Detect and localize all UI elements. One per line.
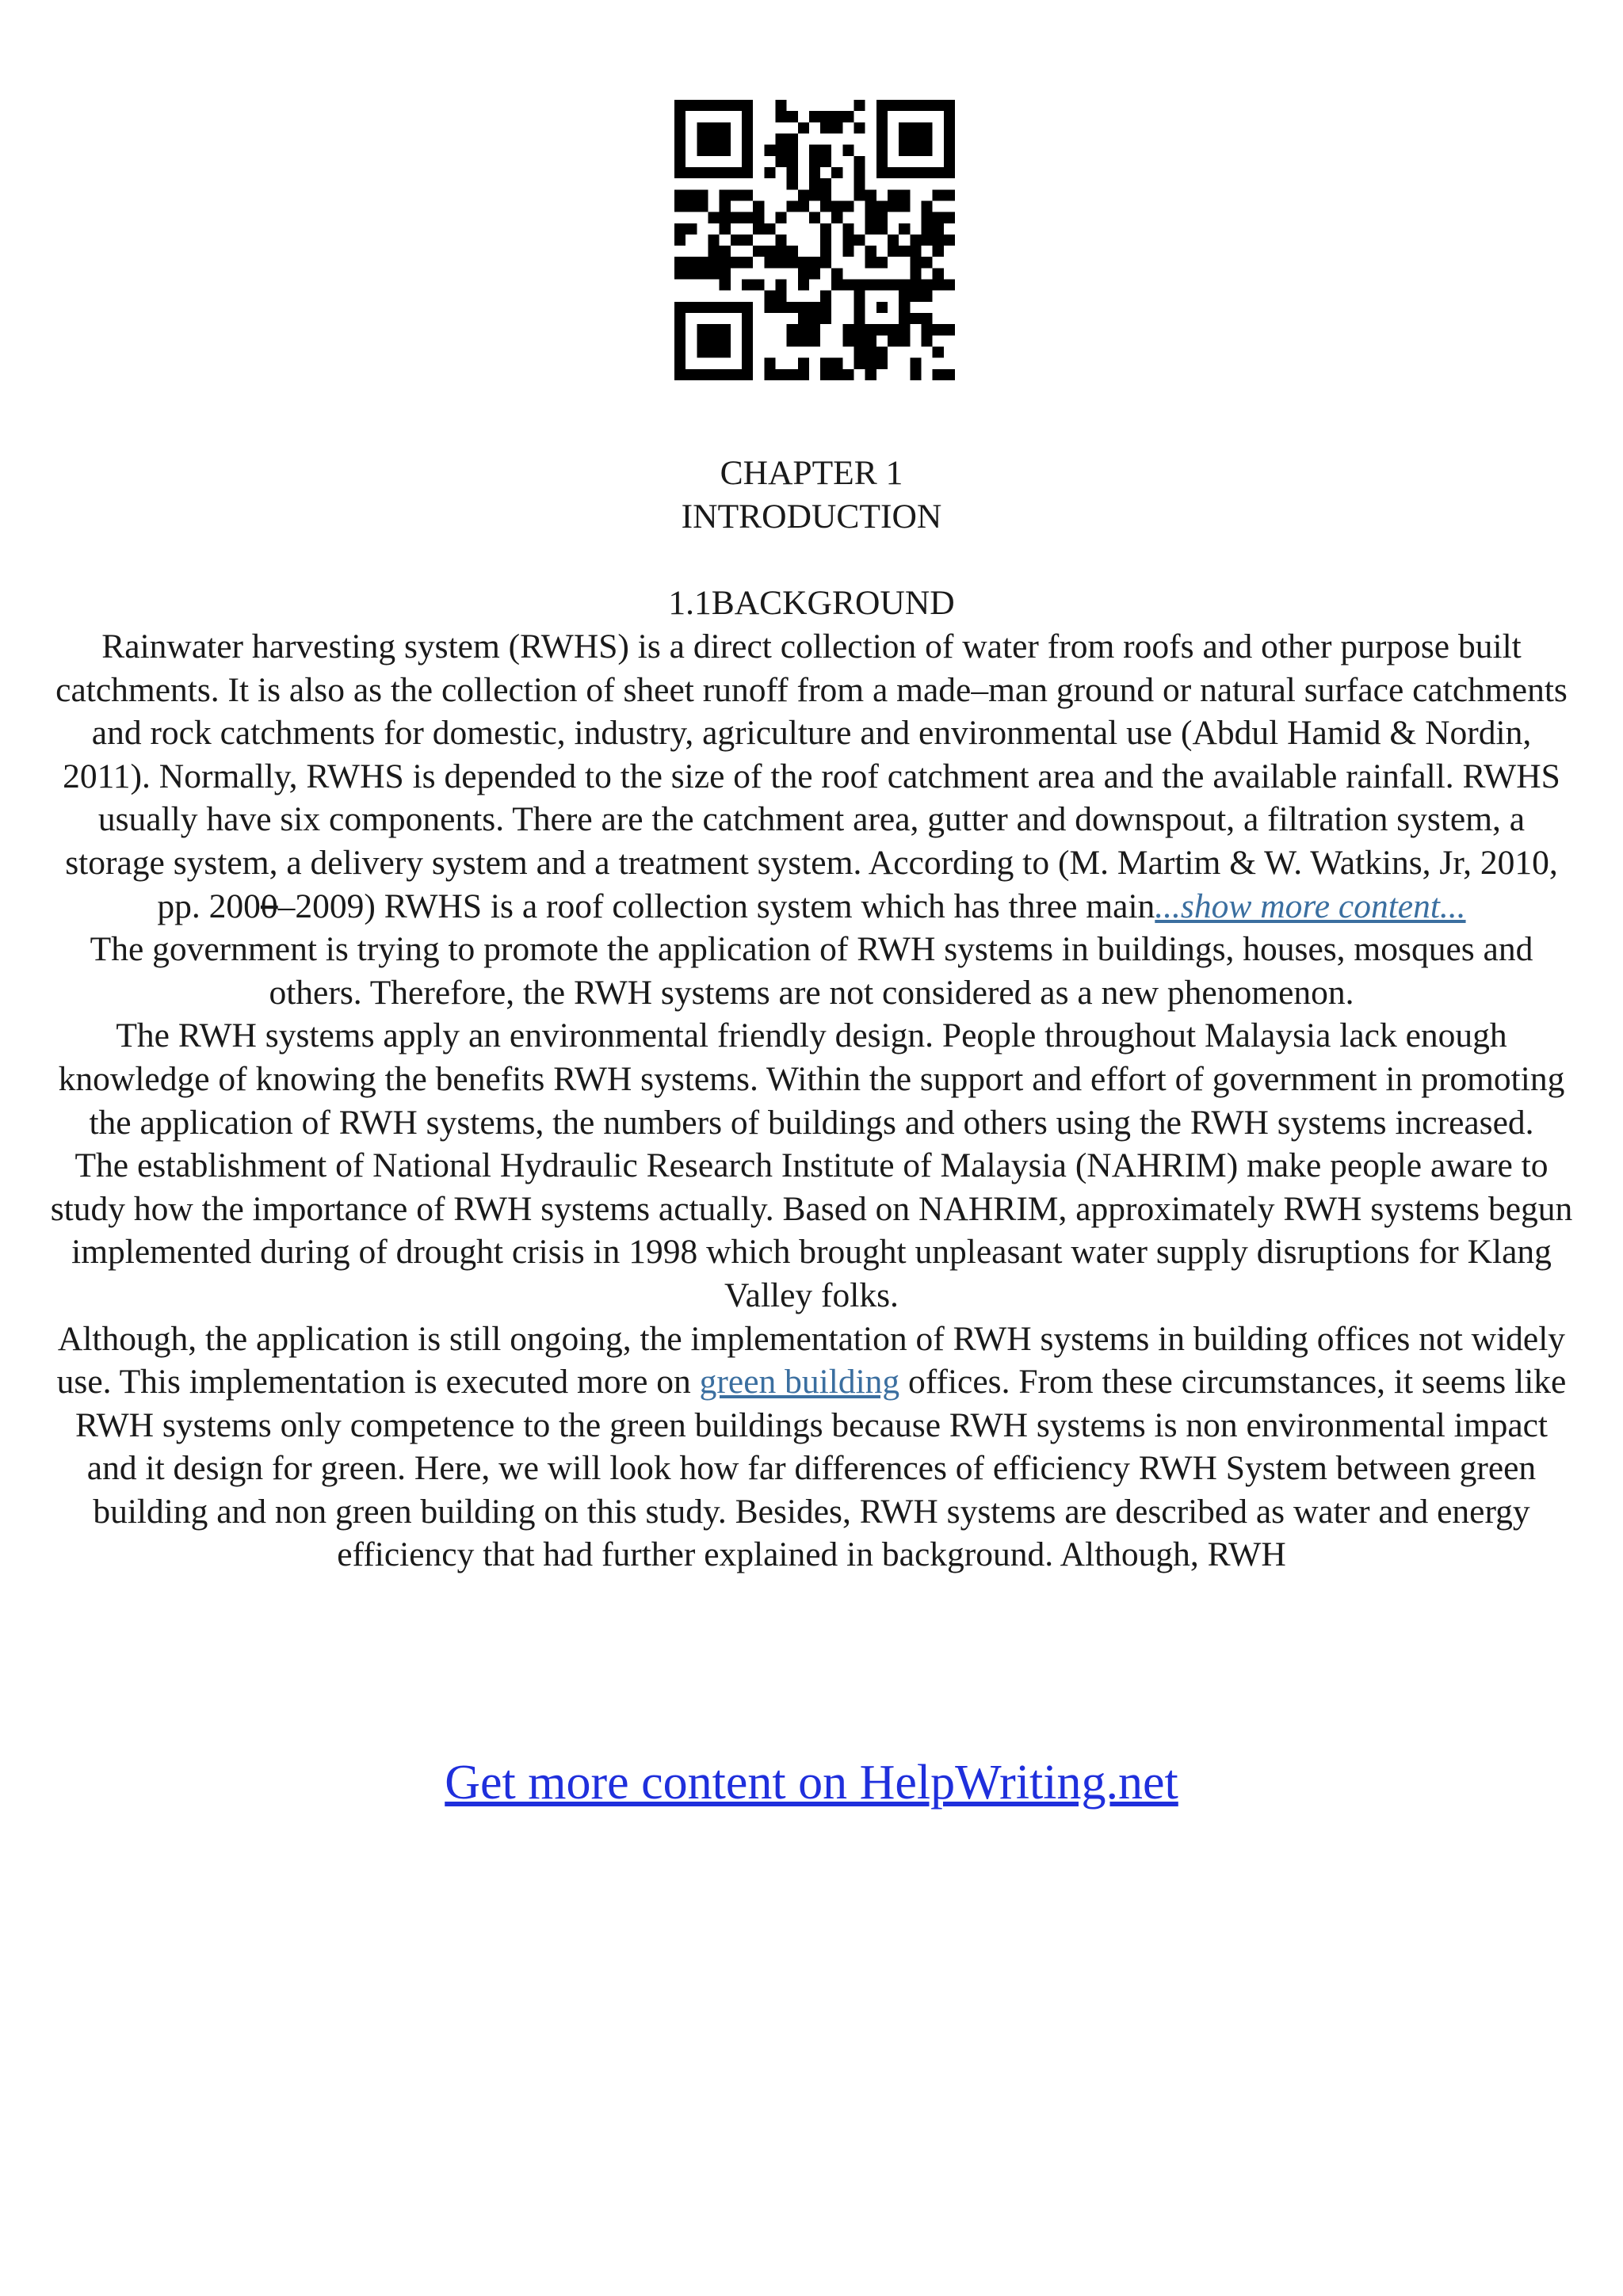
cta-block	[48, 1751, 1575, 1814]
paragraph-5: Although, the application is still ongoing, the implementation of RWH systems in building offices not widely use. This implementation is executed more on green building offices. From these circumstances, it seems like RWH systems only competence to the green buildings because RWH systems is non environmental impact and it design for green. Here, we will look how far differences of efficiency RWH System between green building and non green building on this study. Besides, RWH systems are described as water and energy efficiency that had further explained in background. Although, RWH	[56, 1319, 1567, 1574]
chapter-title: INTRODUCTION	[681, 497, 942, 536]
chapter-heading	[48, 452, 1575, 624]
body-text	[48, 625, 1575, 1577]
paragraph-4: The establishment of National Hydraulic Research Institute of Malaysia (NAHRIM) make people aware to study how the importance of RWH systems actually. Based on NAHRIM, approximately RWH systems begun implemented during of drought crisis in 1998 which brought unpleasant water supply disruptions for Klang Valley folks.	[50, 1146, 1573, 1314]
qr-code-icon[interactable]	[674, 100, 955, 380]
green-building-link[interactable]: green building	[699, 1363, 900, 1402]
spacer	[48, 538, 1575, 582]
qr-code-graphic	[674, 100, 955, 380]
struck-text: 0	[260, 887, 278, 925]
show-more-link[interactable]: ...show more content...	[1155, 887, 1466, 925]
chapter-number: CHAPTER 1	[720, 454, 903, 492]
paragraph-1: Rainwater harvesting system (RWHS) is a direct collection of water from roofs and other purpose built catchments. It is also as the collection of sheet runoff from a made–man ground or natural surface catchments and rock catchments for domestic, industry, agriculture and environmental use (Abdul Hamid & Nordin, 2011). Normally, RWHS is depended to the size of the roof catchment area and the available rainfall. RWHS usually have six components. There are the catchment area, gutter and downspout, a filtration system, a storage system, a delivery system and a treatment system. According to (M. Martim & W. Watkins, Jr, 2010, pp. 2000–2009) RWHS is a roof collection system which has three main...show more content...	[55, 627, 1568, 925]
section-title: 1.1BACKGROUND	[668, 583, 955, 622]
get-more-content-link[interactable]: Get more content on HelpWriting.net	[445, 1756, 1178, 1810]
paragraph-2: The government is trying to promote the application of RWH systems in buildings, houses, mosques and others. Therefore, the RWH systems are not considered as a new phenomenon.	[90, 930, 1533, 1012]
paragraph-3: The RWH systems apply an environmental friendly design. People throughout Malaysia lack enough knowledge of knowing the benefits RWH systems. Within the support and effort of government in promoting the application of RWH systems, the numbers of buildings and others using the RWH systems increased.	[58, 1016, 1565, 1142]
